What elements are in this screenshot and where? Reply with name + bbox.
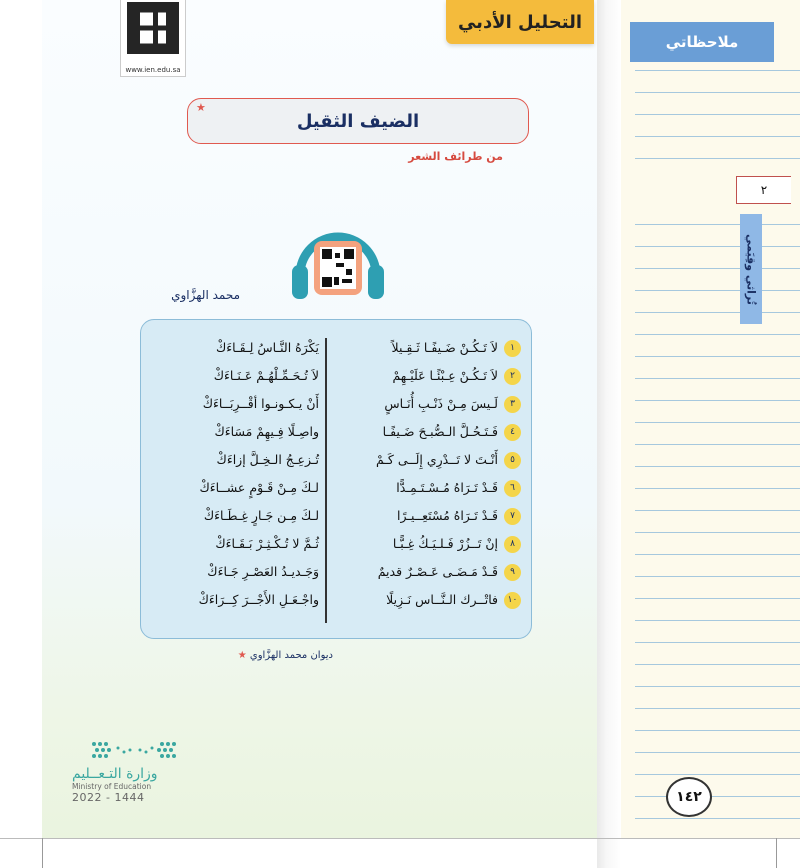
verse-number-badge: ٦ xyxy=(504,480,521,497)
note-line xyxy=(635,158,800,159)
verse-text: قَـدْ تَـرَاهُ مُـسْـتَـمِـدًّا xyxy=(396,480,498,495)
note-line xyxy=(635,400,800,401)
ministry-name-ar: وزارة التـعــليم xyxy=(72,766,158,782)
verse-text: لَـيسَ مِـنْ ذَنْـبِ أُنَـاسٍ xyxy=(384,396,498,411)
poem-divider xyxy=(325,338,327,623)
notes-page xyxy=(621,0,800,838)
qr-url: www.ien.edu.sa xyxy=(125,66,181,74)
verse-number-badge: ٤ xyxy=(504,424,521,441)
note-line xyxy=(635,92,800,93)
page-number: ١٤٢ xyxy=(666,777,712,817)
ministry-name-en: Ministry of Education xyxy=(72,782,152,791)
verse-text: إنْ تَــزُرْ فَـلـيَـكُ غِـبًّـا xyxy=(392,536,498,551)
verse-text: قَـدْ تَـرَاهُ مُسْتَعِــيـرًا xyxy=(397,508,498,523)
edition-year: 2022 - 1444 xyxy=(72,791,145,804)
note-line xyxy=(635,114,800,115)
verse-second-hemistich: تُـزعِـجُ الـخِـلَّ إزاءَكْ xyxy=(216,452,319,467)
verse-second-hemistich: لـكَ مِـنْ قَـوْمٍ عشــاءَكْ xyxy=(199,480,319,495)
unit-name-label: تُراثي وقِيَمي xyxy=(744,233,758,305)
ministry-logo-block xyxy=(72,738,182,804)
verse-second-hemistich: لـكَ مِـن جَـارٍ غِـطَـاءَكْ xyxy=(203,508,319,523)
note-line xyxy=(635,796,800,797)
note-line xyxy=(635,532,800,533)
verse-second-hemistich: يَكْرَهُ النَّـاسُ لِـقَـاءَكْ xyxy=(215,340,319,355)
note-line xyxy=(635,818,800,819)
verse-number-badge: ٥ xyxy=(504,452,521,469)
qr-code-icon xyxy=(127,2,179,54)
verse-first-hemistich xyxy=(345,396,521,422)
note-line xyxy=(635,290,800,291)
notes-tab: ملاحظاتي xyxy=(630,22,774,62)
poem-source xyxy=(238,650,333,661)
note-line xyxy=(635,774,800,775)
poem-box xyxy=(140,319,532,639)
unit-name-tab xyxy=(740,214,762,324)
verse-first-hemistich xyxy=(345,340,521,366)
note-line xyxy=(635,444,800,445)
note-line xyxy=(635,510,800,511)
poet-name: محمد الهزَّاوي xyxy=(171,288,240,302)
page-bottom-rule xyxy=(0,838,800,839)
note-line xyxy=(635,422,800,423)
verse-text: لاَ تَـكُـنْ ضَـيفًـا ثَـقِـيلاً xyxy=(391,340,498,355)
crop-mark xyxy=(776,838,777,868)
verse-text: أَنْـتَ لا تَــدْرِي إِلَــى كَـمْ xyxy=(375,452,498,467)
verse-second-hemistich: ثُـمَّ لا تُـكْـثِـرْ بَـقَـاءَكْ xyxy=(215,536,319,551)
note-line xyxy=(635,664,800,665)
note-line xyxy=(635,246,800,247)
title-star-icon: ★ xyxy=(196,101,206,114)
verse-number-badge: ٩ xyxy=(504,564,521,581)
verse-number-badge: ٢ xyxy=(504,368,521,385)
note-line xyxy=(635,576,800,577)
note-line xyxy=(635,136,800,137)
note-line xyxy=(635,620,800,621)
verse-number-badge: ٣ xyxy=(504,396,521,413)
note-line xyxy=(635,356,800,357)
book-spine xyxy=(597,0,621,868)
note-line xyxy=(635,488,800,489)
section-tab: التحليل الأدبي xyxy=(446,0,594,44)
qr-code-card[interactable] xyxy=(120,0,186,77)
audio-headphone-icon[interactable] xyxy=(290,213,386,313)
note-line xyxy=(635,224,800,225)
verse-second-hemistich: أَنْ يـكـونـوا أقْــرِبَــاءَكْ xyxy=(202,396,319,411)
crop-mark xyxy=(42,838,43,868)
verse-first-hemistich xyxy=(345,452,521,478)
lesson-subtitle: من طرائف الشعر xyxy=(408,150,503,163)
note-line xyxy=(635,378,800,379)
note-line xyxy=(635,554,800,555)
ministry-dots-logo-icon xyxy=(88,738,180,762)
unit-number: ٢ xyxy=(736,176,791,204)
note-line xyxy=(635,466,800,467)
verse-text: لاَ تَـكُـنْ عِـبْئًـا عَلَيْـهِمْ xyxy=(392,368,498,383)
verse-text: فاتْــرك الـنَّــاس نَـزِيلًا xyxy=(386,592,498,607)
note-line xyxy=(635,730,800,731)
note-line xyxy=(635,70,800,71)
verse-second-hemistich: لاَ تُـحَـمِّـلْهُـمْ عَـنَـاءَكْ xyxy=(213,368,319,383)
note-line xyxy=(635,708,800,709)
verse-second-hemistich: واجْـعَـلِ الأَجْــرَ كِــرَاءَكْ xyxy=(198,592,319,607)
verse-first-hemistich xyxy=(345,592,521,618)
verse-first-hemistich xyxy=(345,424,521,450)
verse-first-hemistich xyxy=(345,536,521,562)
note-line xyxy=(635,598,800,599)
verse-text: قَـدْ مَـضَـى عَـصْـرٌ قديمٌ xyxy=(377,564,498,579)
note-line xyxy=(635,686,800,687)
verse-first-hemistich xyxy=(345,480,521,506)
verse-first-hemistich xyxy=(345,508,521,534)
verse-number-badge: ١٠ xyxy=(504,592,521,609)
source-text: ديوان محمد الهزَّاوي xyxy=(249,650,333,661)
verse-number-badge: ١ xyxy=(504,340,521,357)
note-line xyxy=(635,334,800,335)
verse-text: فَـتَـحُـلَّ الـصُّبـحَ ضَـيفًـا xyxy=(382,424,498,439)
verse-number-badge: ٨ xyxy=(504,536,521,553)
note-line xyxy=(635,312,800,313)
verse-second-hemistich: وَجَـديـدُ العَصْـرِ جَـاءَكْ xyxy=(207,564,319,579)
verse-first-hemistich xyxy=(345,368,521,394)
verse-second-hemistich: واصِـلًا فِـيهِمْ مَسَاءَكْ xyxy=(214,424,319,439)
lesson-title: الضيف الثقيل xyxy=(296,110,420,132)
lesson-title-box xyxy=(187,98,529,144)
verse-first-hemistich xyxy=(345,564,521,590)
note-line xyxy=(635,268,800,269)
source-star-icon: ★ xyxy=(237,650,247,661)
note-line xyxy=(635,752,800,753)
verse-number-badge: ٧ xyxy=(504,508,521,525)
note-line xyxy=(635,642,800,643)
